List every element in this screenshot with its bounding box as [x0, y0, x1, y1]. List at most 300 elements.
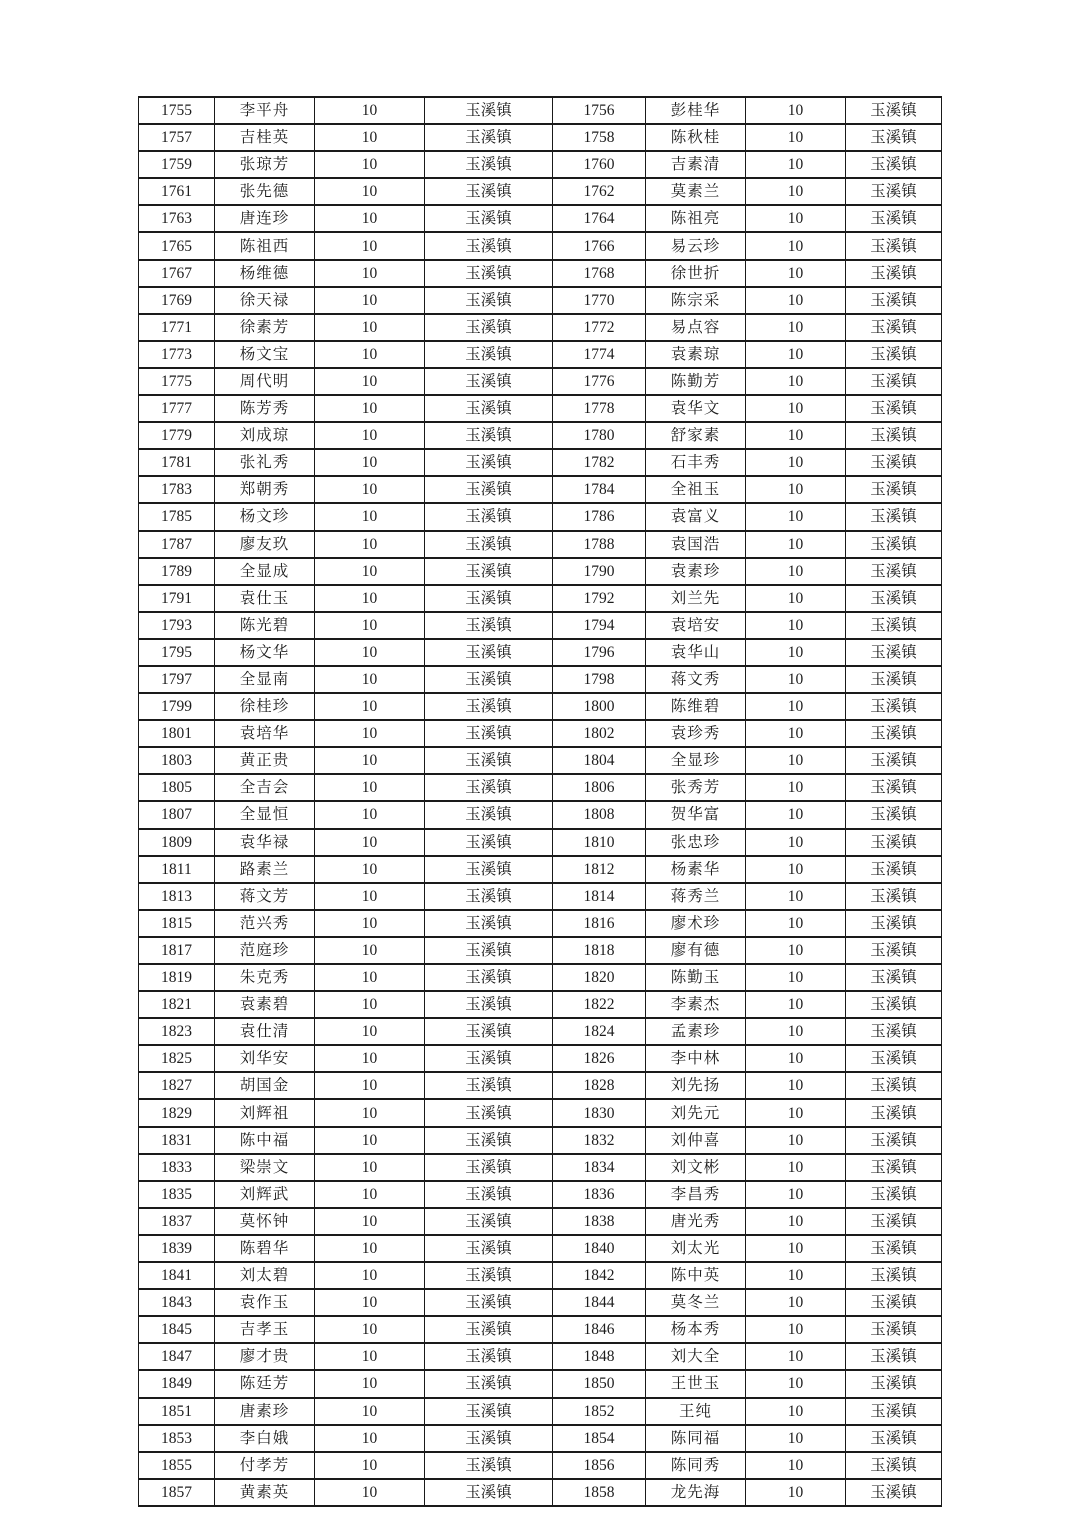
serial-number-left: 1847	[139, 1343, 215, 1370]
serial-number-right: 1794	[553, 612, 646, 639]
person-name-left: 袁作玉	[215, 1289, 315, 1316]
serial-number-right: 1826	[553, 1045, 646, 1072]
town-right: 玉溪镇	[846, 774, 942, 801]
amount-right: 10	[746, 991, 846, 1018]
table-row	[139, 1316, 942, 1343]
roster-table-body	[139, 97, 942, 1506]
serial-number-left: 1765	[139, 232, 215, 259]
person-name-right: 陈中英	[646, 1262, 746, 1289]
serial-number-left: 1805	[139, 774, 215, 801]
person-name-left: 唐连珍	[215, 205, 315, 232]
person-name-right: 袁华山	[646, 639, 746, 666]
town-left: 玉溪镇	[425, 720, 553, 747]
town-left: 玉溪镇	[425, 883, 553, 910]
amount-right: 10	[746, 639, 846, 666]
amount-left: 10	[315, 801, 425, 828]
amount-right: 10	[746, 1099, 846, 1126]
town-right: 玉溪镇	[846, 1154, 942, 1181]
town-left: 玉溪镇	[425, 1479, 553, 1506]
person-name-right: 袁国浩	[646, 531, 746, 558]
serial-number-left: 1759	[139, 151, 215, 178]
town-right: 玉溪镇	[846, 883, 942, 910]
town-left: 玉溪镇	[425, 1181, 553, 1208]
serial-number-left: 1771	[139, 314, 215, 341]
person-name-left: 刘太碧	[215, 1262, 315, 1289]
amount-left: 10	[315, 1072, 425, 1099]
amount-left: 10	[315, 368, 425, 395]
town-left: 玉溪镇	[425, 1235, 553, 1262]
person-name-left: 袁培华	[215, 720, 315, 747]
serial-number-left: 1819	[139, 964, 215, 991]
person-name-right: 陈勤玉	[646, 964, 746, 991]
person-name-right: 蒋秀兰	[646, 883, 746, 910]
serial-number-right: 1770	[553, 287, 646, 314]
town-left: 玉溪镇	[425, 1154, 553, 1181]
serial-number-left: 1835	[139, 1181, 215, 1208]
table-row	[139, 1099, 942, 1126]
person-name-right: 莫素兰	[646, 178, 746, 205]
serial-number-right: 1764	[553, 205, 646, 232]
town-right: 玉溪镇	[846, 612, 942, 639]
town-right: 玉溪镇	[846, 1316, 942, 1343]
amount-right: 10	[746, 449, 846, 476]
town-left: 玉溪镇	[425, 1370, 553, 1397]
amount-right: 10	[746, 205, 846, 232]
town-right: 玉溪镇	[846, 1018, 942, 1045]
amount-right: 10	[746, 260, 846, 287]
serial-number-right: 1856	[553, 1452, 646, 1479]
town-left: 玉溪镇	[425, 1425, 553, 1452]
amount-left: 10	[315, 774, 425, 801]
serial-number-right: 1798	[553, 666, 646, 693]
town-left: 玉溪镇	[425, 747, 553, 774]
amount-left: 10	[315, 666, 425, 693]
amount-right: 10	[746, 232, 846, 259]
serial-number-right: 1838	[553, 1208, 646, 1235]
amount-left: 10	[315, 341, 425, 368]
serial-number-left: 1803	[139, 747, 215, 774]
amount-right: 10	[746, 1316, 846, 1343]
amount-right: 10	[746, 97, 846, 124]
serial-number-right: 1806	[553, 774, 646, 801]
town-right: 玉溪镇	[846, 341, 942, 368]
person-name-left: 全显南	[215, 666, 315, 693]
amount-right: 10	[746, 124, 846, 151]
person-name-left: 廖友玖	[215, 531, 315, 558]
amount-left: 10	[315, 151, 425, 178]
table-row	[139, 476, 942, 503]
serial-number-right: 1760	[553, 151, 646, 178]
amount-left: 10	[315, 1452, 425, 1479]
table-row	[139, 937, 942, 964]
serial-number-right: 1800	[553, 693, 646, 720]
person-name-left: 唐素珍	[215, 1398, 315, 1425]
amount-right: 10	[746, 1479, 846, 1506]
person-name-right: 袁华文	[646, 395, 746, 422]
serial-number-right: 1804	[553, 747, 646, 774]
amount-right: 10	[746, 1208, 846, 1235]
amount-left: 10	[315, 1479, 425, 1506]
serial-number-right: 1824	[553, 1018, 646, 1045]
amount-right: 10	[746, 801, 846, 828]
serial-number-right: 1822	[553, 991, 646, 1018]
serial-number-right: 1790	[553, 558, 646, 585]
person-name-right: 袁富义	[646, 503, 746, 530]
table-row	[139, 1398, 942, 1425]
table-row	[139, 1154, 942, 1181]
person-name-left: 路素兰	[215, 856, 315, 883]
person-name-right: 刘大全	[646, 1343, 746, 1370]
amount-right: 10	[746, 964, 846, 991]
town-right: 玉溪镇	[846, 178, 942, 205]
serial-number-left: 1777	[139, 395, 215, 422]
serial-number-left: 1853	[139, 1425, 215, 1452]
town-left: 玉溪镇	[425, 287, 553, 314]
table-row	[139, 368, 942, 395]
table-row	[139, 287, 942, 314]
town-left: 玉溪镇	[425, 774, 553, 801]
town-right: 玉溪镇	[846, 639, 942, 666]
person-name-right: 李素杰	[646, 991, 746, 1018]
town-right: 玉溪镇	[846, 801, 942, 828]
amount-right: 10	[746, 1181, 846, 1208]
table-row	[139, 395, 942, 422]
town-right: 玉溪镇	[846, 1343, 942, 1370]
serial-number-left: 1849	[139, 1370, 215, 1397]
town-right: 玉溪镇	[846, 558, 942, 585]
person-name-right: 刘兰先	[646, 585, 746, 612]
person-name-left: 黄素英	[215, 1479, 315, 1506]
serial-number-right: 1782	[553, 449, 646, 476]
town-right: 玉溪镇	[846, 1099, 942, 1126]
table-row	[139, 801, 942, 828]
person-name-left: 吉桂英	[215, 124, 315, 151]
town-right: 玉溪镇	[846, 1452, 942, 1479]
person-name-right: 唐光秀	[646, 1208, 746, 1235]
amount-right: 10	[746, 503, 846, 530]
serial-number-left: 1767	[139, 260, 215, 287]
amount-right: 10	[746, 829, 846, 856]
serial-number-left: 1787	[139, 531, 215, 558]
town-left: 玉溪镇	[425, 178, 553, 205]
serial-number-right: 1772	[553, 314, 646, 341]
roster-table	[138, 96, 942, 1507]
serial-number-left: 1783	[139, 476, 215, 503]
person-name-right: 彭桂华	[646, 97, 746, 124]
person-name-left: 刘成琼	[215, 422, 315, 449]
town-right: 玉溪镇	[846, 1289, 942, 1316]
person-name-left: 付孝芳	[215, 1452, 315, 1479]
town-left: 玉溪镇	[425, 1343, 553, 1370]
person-name-right: 王世玉	[646, 1370, 746, 1397]
amount-right: 10	[746, 1425, 846, 1452]
town-right: 玉溪镇	[846, 1235, 942, 1262]
serial-number-left: 1763	[139, 205, 215, 232]
amount-left: 10	[315, 1045, 425, 1072]
town-left: 玉溪镇	[425, 558, 553, 585]
person-name-right: 刘太光	[646, 1235, 746, 1262]
serial-number-right: 1836	[553, 1181, 646, 1208]
serial-number-left: 1797	[139, 666, 215, 693]
amount-left: 10	[315, 910, 425, 937]
serial-number-left: 1839	[139, 1235, 215, 1262]
town-left: 玉溪镇	[425, 666, 553, 693]
table-row	[139, 260, 942, 287]
amount-right: 10	[746, 585, 846, 612]
table-row	[139, 666, 942, 693]
serial-number-left: 1833	[139, 1154, 215, 1181]
serial-number-right: 1854	[553, 1425, 646, 1452]
serial-number-left: 1851	[139, 1398, 215, 1425]
table-row	[139, 720, 942, 747]
amount-right: 10	[746, 395, 846, 422]
person-name-right: 杨本秀	[646, 1316, 746, 1343]
person-name-left: 陈中福	[215, 1127, 315, 1154]
serial-number-left: 1761	[139, 178, 215, 205]
person-name-right: 刘文彬	[646, 1154, 746, 1181]
town-right: 玉溪镇	[846, 287, 942, 314]
serial-number-left: 1813	[139, 883, 215, 910]
town-left: 玉溪镇	[425, 503, 553, 530]
amount-right: 10	[746, 693, 846, 720]
town-right: 玉溪镇	[846, 232, 942, 259]
serial-number-left: 1757	[139, 124, 215, 151]
person-name-right: 陈勤芳	[646, 368, 746, 395]
amount-right: 10	[746, 1154, 846, 1181]
town-left: 玉溪镇	[425, 639, 553, 666]
person-name-left: 全显成	[215, 558, 315, 585]
person-name-right: 陈祖亮	[646, 205, 746, 232]
table-row	[139, 1181, 942, 1208]
person-name-right: 袁素琼	[646, 341, 746, 368]
town-left: 玉溪镇	[425, 585, 553, 612]
person-name-left: 刘辉武	[215, 1181, 315, 1208]
serial-number-right: 1852	[553, 1398, 646, 1425]
person-name-left: 张礼秀	[215, 449, 315, 476]
town-right: 玉溪镇	[846, 910, 942, 937]
amount-right: 10	[746, 531, 846, 558]
town-left: 玉溪镇	[425, 801, 553, 828]
serial-number-right: 1818	[553, 937, 646, 964]
town-right: 玉溪镇	[846, 964, 942, 991]
amount-right: 10	[746, 314, 846, 341]
person-name-left: 陈祖西	[215, 232, 315, 259]
person-name-left: 张琼芳	[215, 151, 315, 178]
person-name-left: 陈廷芳	[215, 1370, 315, 1397]
serial-number-left: 1841	[139, 1262, 215, 1289]
amount-right: 10	[746, 747, 846, 774]
person-name-right: 易云珍	[646, 232, 746, 259]
town-right: 玉溪镇	[846, 124, 942, 151]
serial-number-left: 1775	[139, 368, 215, 395]
amount-left: 10	[315, 747, 425, 774]
town-left: 玉溪镇	[425, 1099, 553, 1126]
serial-number-right: 1780	[553, 422, 646, 449]
person-name-right: 陈秋桂	[646, 124, 746, 151]
person-name-right: 杨素华	[646, 856, 746, 883]
person-name-right: 袁珍秀	[646, 720, 746, 747]
town-right: 玉溪镇	[846, 1262, 942, 1289]
amount-left: 10	[315, 260, 425, 287]
serial-number-right: 1820	[553, 964, 646, 991]
serial-number-right: 1812	[553, 856, 646, 883]
person-name-left: 杨文宝	[215, 341, 315, 368]
table-row	[139, 503, 942, 530]
serial-number-left: 1815	[139, 910, 215, 937]
person-name-left: 杨文华	[215, 639, 315, 666]
serial-number-right: 1814	[553, 883, 646, 910]
person-name-left: 范兴秀	[215, 910, 315, 937]
town-left: 玉溪镇	[425, 612, 553, 639]
serial-number-right: 1858	[553, 1479, 646, 1506]
person-name-left: 袁华禄	[215, 829, 315, 856]
serial-number-right: 1776	[553, 368, 646, 395]
person-name-left: 莫怀钟	[215, 1208, 315, 1235]
amount-left: 10	[315, 1208, 425, 1235]
amount-left: 10	[315, 585, 425, 612]
amount-left: 10	[315, 1181, 425, 1208]
table-row	[139, 1479, 942, 1506]
town-left: 玉溪镇	[425, 1289, 553, 1316]
town-left: 玉溪镇	[425, 910, 553, 937]
town-right: 玉溪镇	[846, 1425, 942, 1452]
town-left: 玉溪镇	[425, 1262, 553, 1289]
town-left: 玉溪镇	[425, 829, 553, 856]
town-right: 玉溪镇	[846, 1398, 942, 1425]
serial-number-right: 1802	[553, 720, 646, 747]
serial-number-left: 1799	[139, 693, 215, 720]
town-right: 玉溪镇	[846, 829, 942, 856]
serial-number-left: 1781	[139, 449, 215, 476]
serial-number-left: 1855	[139, 1452, 215, 1479]
town-left: 玉溪镇	[425, 1398, 553, 1425]
person-name-right: 廖术珍	[646, 910, 746, 937]
town-right: 玉溪镇	[846, 368, 942, 395]
serial-number-right: 1762	[553, 178, 646, 205]
table-row	[139, 910, 942, 937]
town-right: 玉溪镇	[846, 1045, 942, 1072]
person-name-left: 李平舟	[215, 97, 315, 124]
person-name-right: 刘先元	[646, 1099, 746, 1126]
town-left: 玉溪镇	[425, 395, 553, 422]
serial-number-right: 1784	[553, 476, 646, 503]
amount-left: 10	[315, 422, 425, 449]
table-row	[139, 1452, 942, 1479]
amount-left: 10	[315, 1425, 425, 1452]
town-left: 玉溪镇	[425, 1045, 553, 1072]
town-right: 玉溪镇	[846, 395, 942, 422]
town-left: 玉溪镇	[425, 476, 553, 503]
serial-number-right: 1844	[553, 1289, 646, 1316]
person-name-right: 全显珍	[646, 747, 746, 774]
amount-left: 10	[315, 476, 425, 503]
table-row	[139, 232, 942, 259]
serial-number-left: 1829	[139, 1099, 215, 1126]
amount-left: 10	[315, 395, 425, 422]
town-right: 玉溪镇	[846, 422, 942, 449]
table-row	[139, 1425, 942, 1452]
person-name-right: 张秀芳	[646, 774, 746, 801]
amount-left: 10	[315, 829, 425, 856]
serial-number-left: 1809	[139, 829, 215, 856]
town-left: 玉溪镇	[425, 531, 553, 558]
town-right: 玉溪镇	[846, 531, 942, 558]
person-name-left: 蒋文芳	[215, 883, 315, 910]
town-left: 玉溪镇	[425, 422, 553, 449]
amount-left: 10	[315, 937, 425, 964]
serial-number-left: 1821	[139, 991, 215, 1018]
serial-number-right: 1842	[553, 1262, 646, 1289]
town-right: 玉溪镇	[846, 747, 942, 774]
amount-right: 10	[746, 422, 846, 449]
town-left: 玉溪镇	[425, 964, 553, 991]
amount-right: 10	[746, 910, 846, 937]
town-left: 玉溪镇	[425, 1018, 553, 1045]
town-right: 玉溪镇	[846, 449, 942, 476]
amount-right: 10	[746, 1289, 846, 1316]
amount-left: 10	[315, 1127, 425, 1154]
person-name-left: 张先德	[215, 178, 315, 205]
town-left: 玉溪镇	[425, 937, 553, 964]
serial-number-right: 1828	[553, 1072, 646, 1099]
person-name-right: 全祖玉	[646, 476, 746, 503]
person-name-right: 陈同福	[646, 1425, 746, 1452]
person-name-left: 郑朝秀	[215, 476, 315, 503]
serial-number-right: 1778	[553, 395, 646, 422]
table-row	[139, 151, 942, 178]
serial-number-right: 1774	[553, 341, 646, 368]
town-right: 玉溪镇	[846, 205, 942, 232]
amount-left: 10	[315, 558, 425, 585]
table-row	[139, 1208, 942, 1235]
town-right: 玉溪镇	[846, 1072, 942, 1099]
amount-left: 10	[315, 1235, 425, 1262]
amount-right: 10	[746, 1235, 846, 1262]
serial-number-left: 1843	[139, 1289, 215, 1316]
town-left: 玉溪镇	[425, 991, 553, 1018]
town-left: 玉溪镇	[425, 1072, 553, 1099]
town-right: 玉溪镇	[846, 856, 942, 883]
amount-left: 10	[315, 991, 425, 1018]
amount-right: 10	[746, 1045, 846, 1072]
town-right: 玉溪镇	[846, 666, 942, 693]
serial-number-right: 1850	[553, 1370, 646, 1397]
town-left: 玉溪镇	[425, 1316, 553, 1343]
table-row	[139, 1262, 942, 1289]
person-name-left: 陈芳秀	[215, 395, 315, 422]
amount-left: 10	[315, 612, 425, 639]
serial-number-left: 1779	[139, 422, 215, 449]
serial-number-left: 1789	[139, 558, 215, 585]
amount-right: 10	[746, 476, 846, 503]
amount-left: 10	[315, 639, 425, 666]
person-name-right: 廖有德	[646, 937, 746, 964]
town-right: 玉溪镇	[846, 1181, 942, 1208]
amount-right: 10	[746, 883, 846, 910]
person-name-right: 孟素珍	[646, 1018, 746, 1045]
person-name-right: 王纯	[646, 1398, 746, 1425]
town-right: 玉溪镇	[846, 476, 942, 503]
table-row	[139, 991, 942, 1018]
person-name-right: 徐世折	[646, 260, 746, 287]
table-row	[139, 1370, 942, 1397]
person-name-left: 徐天禄	[215, 287, 315, 314]
person-name-right: 袁培安	[646, 612, 746, 639]
amount-left: 10	[315, 1370, 425, 1397]
amount-right: 10	[746, 774, 846, 801]
person-name-left: 徐素芳	[215, 314, 315, 341]
table-row	[139, 422, 942, 449]
